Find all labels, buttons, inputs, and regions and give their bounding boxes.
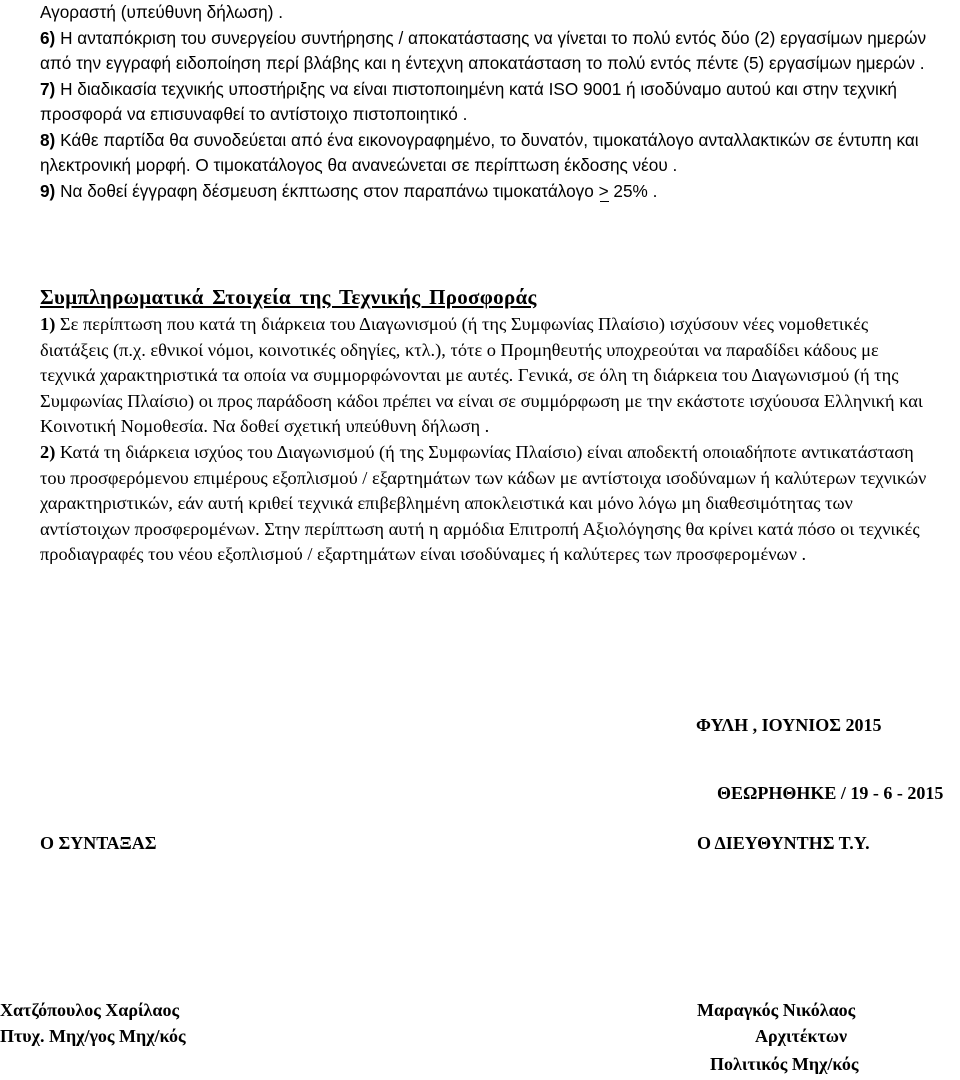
place-date: ΦΥΛΗ , ΙΟΥΝΙΟΣ 2015 xyxy=(696,715,882,735)
term-text: Η ανταπόκριση του συνεργείου συντήρησης / αποκατάστασης να γίνεται το πολύ εντός δύο (2) εργασίμων ημερών από την εγγραφή ειδοποίηση περί βλάβης και η έντεχνη αποκατάσταση το πολύ εντός πέντε (5) εργασίμων ημερών . xyxy=(40,27,927,73)
discount-value: 25% . xyxy=(608,180,658,201)
author-role: Πτυχ. Μηχ/γος Μηχ/κός xyxy=(0,1026,186,1046)
director-name: Μαραγκός Νικόλαος xyxy=(697,1000,856,1020)
item-text: Κατά τη διάρκεια ισχύος του Διαγωνισμού (ή της Συμφωνίας Πλαίσιο) είναι αποδεκτή οποιαδήποτε αντικατάσταση του προσφερόμενου επιμέρους εξοπλισμού / εξαρτημάτων των κάδων με αντίστοιχα ισοδύναμων ή καλύτερων τεχνικών χαρακτηριστικών, εάν αυτή κριθεί τεχνικά επιβεβλημένη αποκλειστικά και μόνο λόγω μη διαθεσιμότητας των αντίστοιχων προσφερομένων. Στην περίπτωση αυτή η αρμόδια Επιτροπή Αξιολόγησης θα κρίνει κατά πόσο οι τεχνικές προδιαγραφές του νέου εξοπλισμού / εξαρτημάτων είναι ισοδύναμες ή καλύτερες των προσφερομένων . xyxy=(40,441,927,565)
term-text: Να δοθεί έγγραφη δέσμευση έκπτωσης στον παραπάνω τιμοκατάλογο xyxy=(55,180,599,201)
supplementary-item-2 xyxy=(40,440,935,568)
term-text: Κάθε παρτίδα θα συνοδεύεται από ένα εικονογραφημένο, το δυνατόν, τιμοκατάλογο ανταλλακτικών σε έντυπη και ηλεκτρονική μορφή. Ο τιμοκατάλογος θα ανανεώνεται σε περίπτωση έκδοσης νέου . xyxy=(40,129,919,175)
term-number: 7) xyxy=(40,78,56,99)
term-number: 9) xyxy=(40,180,56,201)
technical-support-terms xyxy=(40,0,940,204)
supplementary-section xyxy=(40,283,935,568)
term-number: 8) xyxy=(40,129,56,150)
item-number: 2) xyxy=(40,441,56,462)
item-text: Σε περίπτωση που κατά τη διάρκεια του Διαγωνισμού (ή της Συμφωνίας Πλαίσιο) ισχύσουν νέες νομοθετικές διατάξεις (π.χ. εθνικοί νόμοι, κοινοτικές οδηγίες, κτλ.), τότε ο Προμηθευτής υποχρεούται να παραδίδει κάδους με τεχνικά χαρακτηριστικά τα οποία να συμμορφώνονται με αυτές. Γενικά, σε όλη τη διάρκεια του Διαγωνισμού (ή της Συμφωνίας Πλαίσιο) οι προς παράδοση κάδοι πρέπει να είναι σε συμμόρφωση με την εκάστοτε ισχύουσα Ελληνική και Κοινοτική Νομοθεσία. Να δοθεί σχετική υπεύθυνη δήλωση . xyxy=(40,314,923,437)
term-text: Η διαδικασία τεχνικής υποστήριξης να είναι πιστοποιημένη κατά ISO 9001 ή ισοδύναμο αυτού και στην τεχνική προσφορά να επισυναφθεί το αντίστοιχο πιστοποιητικό . xyxy=(40,78,897,124)
term-number: 6) xyxy=(40,27,56,48)
director-title: Ο ΔΙΕΥΘΥΝΤΗΣ Τ.Υ. xyxy=(697,833,870,853)
greater-equal-symbol: > xyxy=(599,179,609,205)
item-number: 1) xyxy=(40,314,56,334)
term-item-6 xyxy=(40,26,940,77)
continued-line: Αγοραστή (υπεύθυνη δήλωση) . xyxy=(40,2,283,22)
term-item-9 xyxy=(40,179,940,205)
section-heading: Συμπληρωματικά Στοιχεία της Τεχνικής Προσφοράς xyxy=(40,285,537,309)
director-role-2: Πολιτικός Μηχ/κός xyxy=(710,1054,859,1074)
author-title: Ο ΣΥΝΤΑΞΑΣ xyxy=(40,833,157,853)
author-name: Χατζόπουλος Χαρίλαος xyxy=(0,1000,180,1020)
term-item-7 xyxy=(40,77,940,128)
term-item-8 xyxy=(40,128,940,179)
director-role: Αρχιτέκτων xyxy=(755,1026,848,1046)
supplementary-item-1 xyxy=(40,312,935,440)
reviewed-date: ΘΕΩΡΗΘΗΚΕ / 19 - 6 - 2015 xyxy=(717,783,944,803)
